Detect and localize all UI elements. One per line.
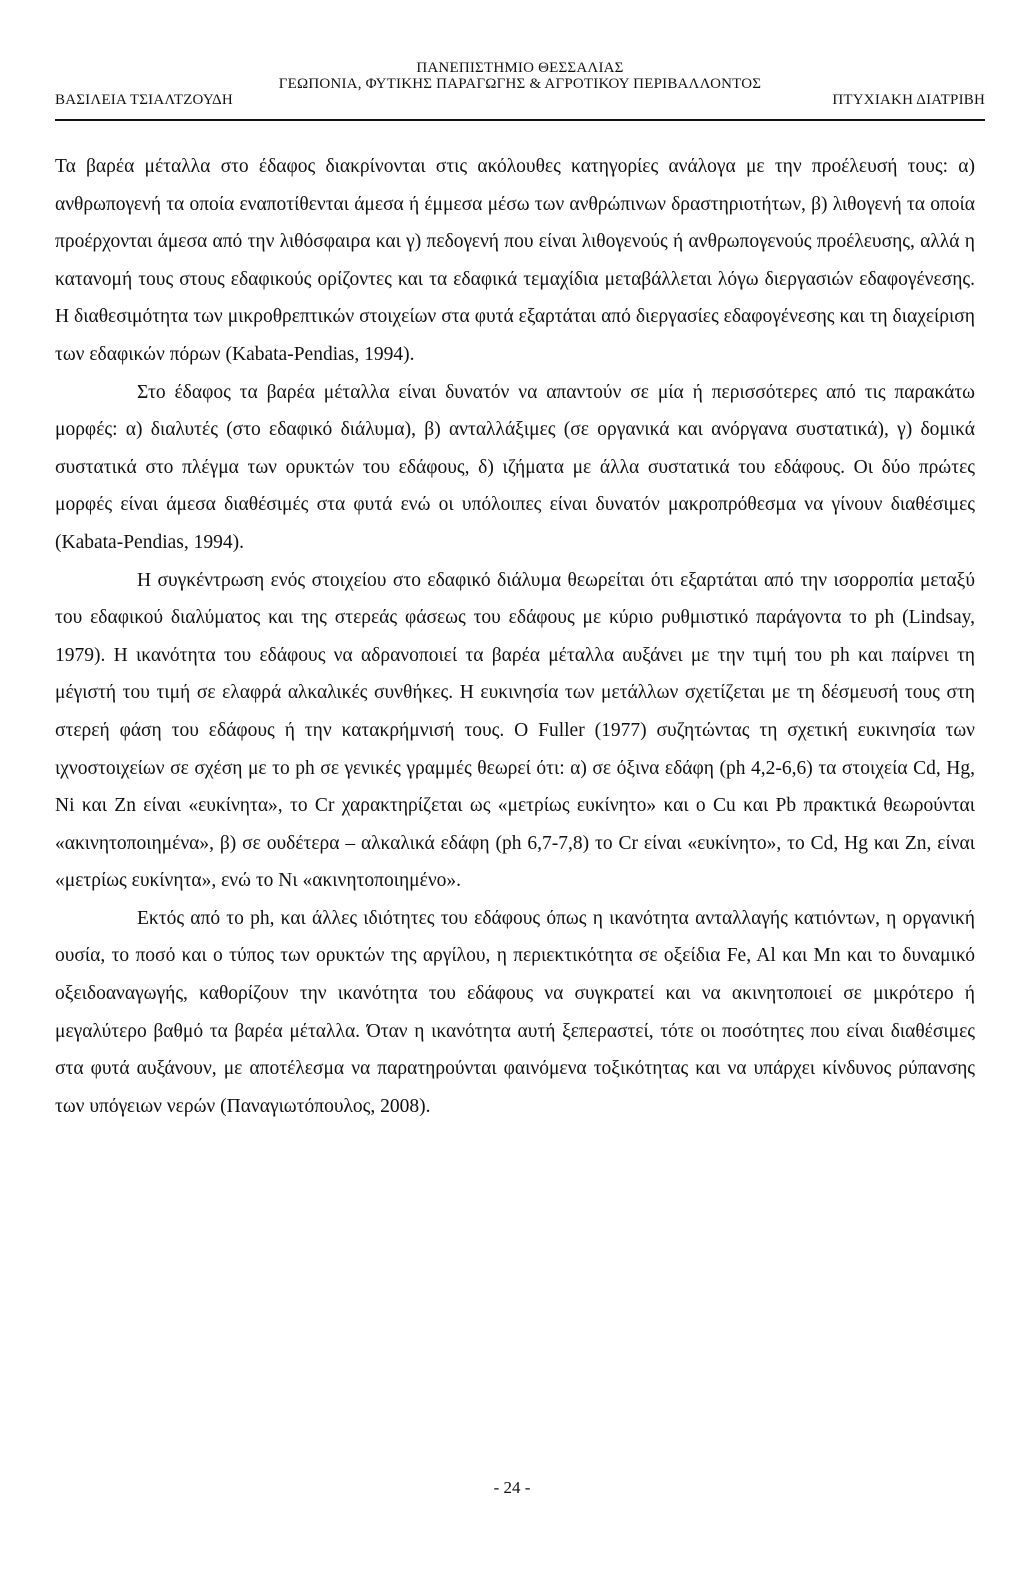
header-department: ΓΕΩΠΟΝΙΑ, ΦΥΤΙΚΗΣ ΠΑΡΑΓΩΓΗΣ & ΑΓΡΟΤΙΚΟΥ ΠΕΡΙΒΑΛΛΟΝΤΟΣ xyxy=(278,76,762,92)
page-header xyxy=(55,60,985,108)
header-rule xyxy=(55,119,985,121)
header-author: ΒΑΣΙΛΕΙΑ ΤΣΙΑΛΤΖΟΥΔΗ xyxy=(55,92,233,108)
header-university: ΠΑΝΕΠΙΣΤΗΜΙΟ ΘΕΣΣΑΛΙΑΣ xyxy=(416,60,624,76)
header-doc-type: ΠΤΥΧΙΑΚΗ ΔΙΑΤΡΙΒΗ xyxy=(832,92,985,108)
page-number: - 24 - xyxy=(493,1478,531,1497)
paragraph: Εκτός από το ph, και άλλες ιδιότητες του εδάφους όπως η ικανότητα ανταλλαγής κατιόντων, η οργανική ουσία, το ποσό και ο τύπος των ορυκτών της αργίλου, η περιεκτικότητα σε οξείδια Fe, Al και Mn και το δυναμικό οξειδοαναγωγής, καθορίζουν την ικανότητα του εδάφους να συγκρατεί και να ακινητοποιεί σε μικρότερο ή μεγαλύτερο βαθμό τα βαρέα μέταλλα. Όταν η ικανότητα αυτή ξεπεραστεί, τότε οι ποσότητες που είναι διαθέσιμες στα φυτά αυξάνουν, με αποτέλεσμα να παρατηρούνται φαινόμενα τοξικότητας και να υπάρχει κίνδυνος ρύπανσης των υπόγειων νερών (Παναγιωτόπουλος, 2008). xyxy=(55,907,975,1117)
paragraph: Η συγκέντρωση ενός στοιχείου στο εδαφικό διάλυμα θεωρείται ότι εξαρτάται από την ισορροπία μεταξύ του εδαφικού διαλύματος και της στερεάς φάσεως του εδάφους με κύριο ρυθμιστικό παράγοντα το ph (Lindsay, 1979). Η ικανότητα του εδάφους να αδρανοποιεί τα βαρέα μέταλλα αυξάνει με την τιμή του ph και παίρνει τη μέγιστή του τιμή σε ελαφρά αλκαλικές συνθήκες. Η ευκινησία των μετάλλων σχετίζεται με τη δέσμευσή τους στη στερεή φάση του εδάφους ή την κατακρήμνισή τους. Ο Fuller (1977) συζητώντας τη σχετική ευκινησία των ιχνοστοιχείων σε σχέση με το ph σε γενικές γραμμές θεωρεί ότι: α) σε όξινα εδάφη (ph 4,2-6,6) τα στοιχεία Cd, Hg, Ni και Zn είναι «ευκίνητα», το Cr χαρακτηρίζεται ως «μετρίως ευκίνητο» και ο Cu και Pb πρακτικά θεωρούνται «ακινητοποιημένα», β) σε ουδέτερα – αλκαλικά εδάφη (ph 6,7-7,8) το Cr είναι «ευκίνητο», το Cd, Hg και Zn, είναι «μετρίως ευκίνητα», ενώ το Nι «ακινητοποιημένο». xyxy=(55,569,975,892)
body-text xyxy=(55,148,975,1125)
paragraph: Στο έδαφος τα βαρέα μέταλλα είναι δυνατόν να απαντούν σε μία ή περισσότερες από τις παρακάτω μορφές: α) διαλυτές (στο εδαφικό διάλυμα), β) ανταλλάξιμες (σε οργανικά και ανόργανα συστατικά), γ) δομικά συστατικά στο πλέγμα των ορυκτών του εδάφους, δ) ιζήματα με άλλα συστατικά του εδάφους. Οι δύο πρώτες μορφές είναι άμεσα διαθέσιμές στα φυτά ενώ οι υπόλοιπες είναι δυνατόν μακροπρόθεσμα να γίνουν διαθέσιμες (Kabata-Pendias, 1994). xyxy=(55,381,975,553)
header-meta-row xyxy=(55,92,985,108)
paragraph: Τα βαρέα μέταλλα στο έδαφος διακρίνονται στις ακόλουθες κατηγορίες ανάλογα με την προέλευσή τους: α) ανθρωπογενή τα οποία εναποτίθενται άμεσα ή έμμεσα μέσω των ανθρώπινων δραστηριοτήτων, β) λιθογενή τα οποία προέρχονται άμεσα από την λιθόσφαιρα και γ) πεδογενή που είναι λιθογενούς ή ανθρωπογενούς προέλευσης, αλλά η κατανομή τους στους εδαφικούς ορίζοντες και τα εδαφικά τεμαχίδια μεταβάλλεται λόγω διεργασιών εδαφογένεσης. Η διαθεσιμότητα των μικροθρεπτικών στοιχείων στα φυτά εξαρτάται από διεργασίες εδαφογένεσης και τη διαχείριση των εδαφικών πόρων (Kabata-Pendias, 1994). xyxy=(55,156,975,365)
